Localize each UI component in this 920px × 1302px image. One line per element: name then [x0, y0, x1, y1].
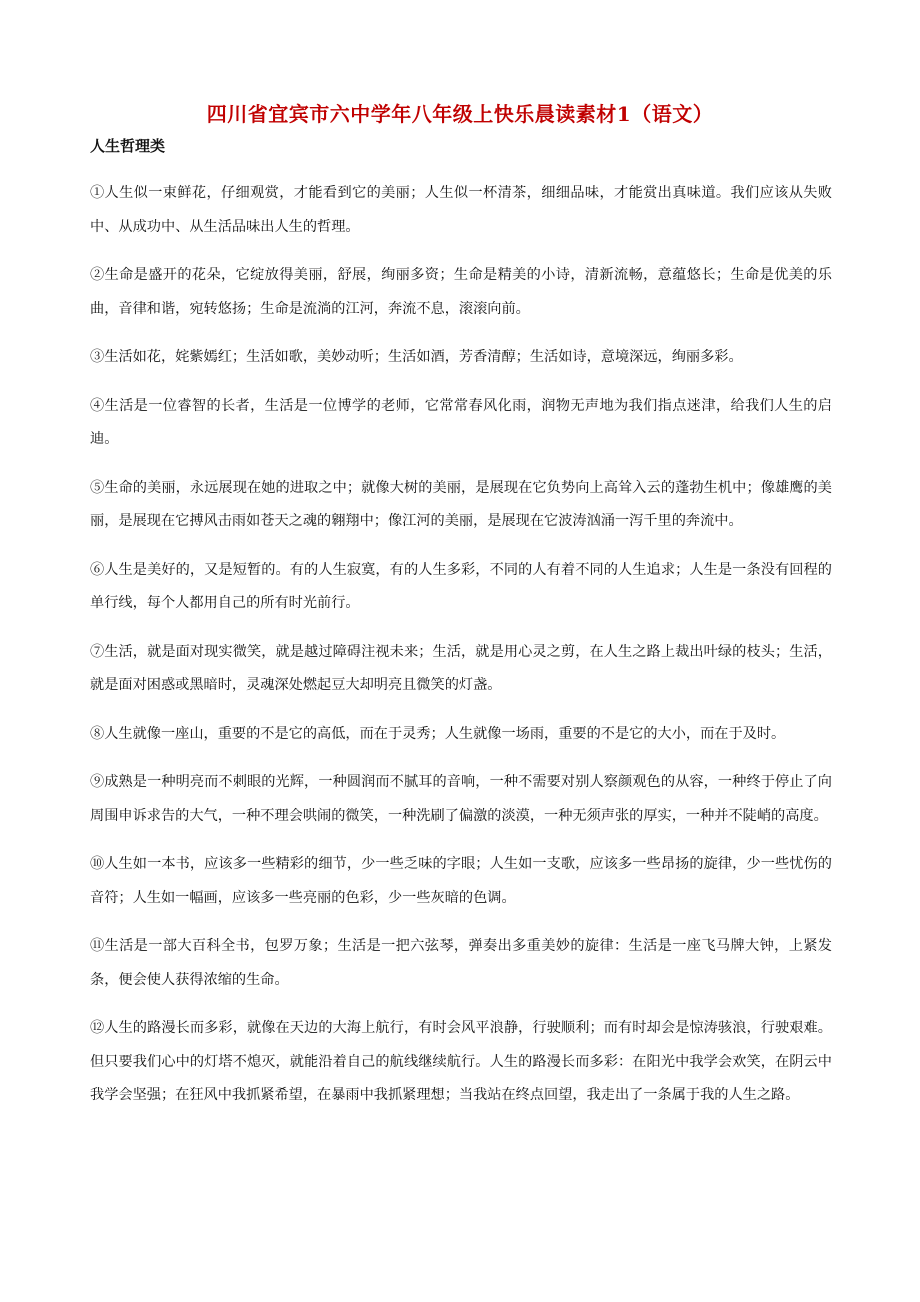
paragraph: ⑤生命的美丽，永远展现在她的进取之中；就像大树的美丽，是展现在它负势向上高耸入云的蓬勃生机中；像雄鹰的美丽，是展现在它搏风击雨如苍天之魂的翱翔中；像江河的美丽，是展现在它波涛汹涌一泻千里的奔流中。 [90, 479, 832, 529]
paragraph: ③生活如花，姹紫嫣红；生活如歌，美妙动听；生活如酒，芳香清醇；生活如诗，意境深远，绚丽多彩。 [90, 349, 743, 365]
paragraph: ⑫人生的路漫长而多彩，就像在天边的大海上航行，有时会风平浪静，行驶顺利；而有时却会是惊涛骇浪，行驶艰难。但只要我们心中的灯塔不熄灭，就能沿着自己的航线继续航行。人生的路漫长而多彩：在阳光中我学会欢笑，在阴云中我学会坚强；在狂风中我抓紧希望，在暴雨中我抓紧理想；当我站在终点回望，我走出了一条属于我的人生之路。 [90, 1020, 832, 1103]
paragraph: ⑥人生是美好的，又是短暂的。有的人生寂寞，有的人生多彩，不同的人有着不同的人生追求；人生是一条没有回程的单行线，每个人都用自己的所有时光前行。 [90, 561, 832, 611]
document-title: 四川省宜宾市六中学年八年级上快乐晨读素材1（语文） [206, 102, 714, 126]
paragraph: ⑧人生就像一座山，重要的不是它的高低，而在于灵秀；人生就像一场雨，重要的不是它的大小，而在于及时。 [90, 725, 786, 742]
paragraph: ②生命是盛开的花朵，它绽放得美丽，舒展，绚丽多资；生命是精美的小诗，清新流畅，意蕴悠长；生命是优美的乐曲，音律和谐，宛转悠扬；生命是流淌的江河，奔流不息，滚滚向前。 [90, 267, 832, 317]
paragraph: ⑩人生如一本书，应该多一些精彩的细节，少一些乏味的字眼；人生如一支歌，应该多一些昂扬的旋律，少一些忧伤的音符；人生如一幅画，应该多一些亮丽的色彩，少一些灰暗的色调。 [90, 856, 832, 906]
paragraph-list [90, 177, 832, 1128]
paragraph: ①人生似一束鲜花，仔细观赏，才能看到它的美丽；人生似一杯清茶，细细品味，才能赏出真味道。我们应该从失败中、从成功中、从生活品味出人生的哲理。 [90, 185, 832, 235]
section-heading: 人生哲理类 [90, 137, 166, 155]
paragraph: ⑪生活是一部大百科全书，包罗万象；生活是一把六弦琴，弹奏出多重美妙的旋律：生活是一座飞马牌大钟，上紧发条，便会使人获得浓缩的生命。 [90, 938, 832, 988]
paragraph: ⑦生活，就是面对现实微笑，就是越过障碍注视未来；生活，就是用心灵之剪，在人生之路上裁出叶绿的枝头；生活，就是面对困惑或黑暗时，灵魂深处燃起豆大却明亮且微笑的灯盏。 [90, 643, 832, 693]
paragraph: ⑨成熟是一种明亮而不刺眼的光辉，一种圆润而不腻耳的音响，一种不需要对别人察颜观色的从容，一种终于停止了向周围申诉求告的大气，一种不理会哄闹的微笑，一种洗刷了偏激的淡漠，一种无须声张的厚实，一种并不陡峭的高度。 [90, 774, 832, 824]
paragraph: ④生活是一位睿智的长者，生活是一位博学的老师，它常常春风化雨，润物无声地为我们指点迷津，给我们人生的启迪。 [90, 397, 832, 447]
